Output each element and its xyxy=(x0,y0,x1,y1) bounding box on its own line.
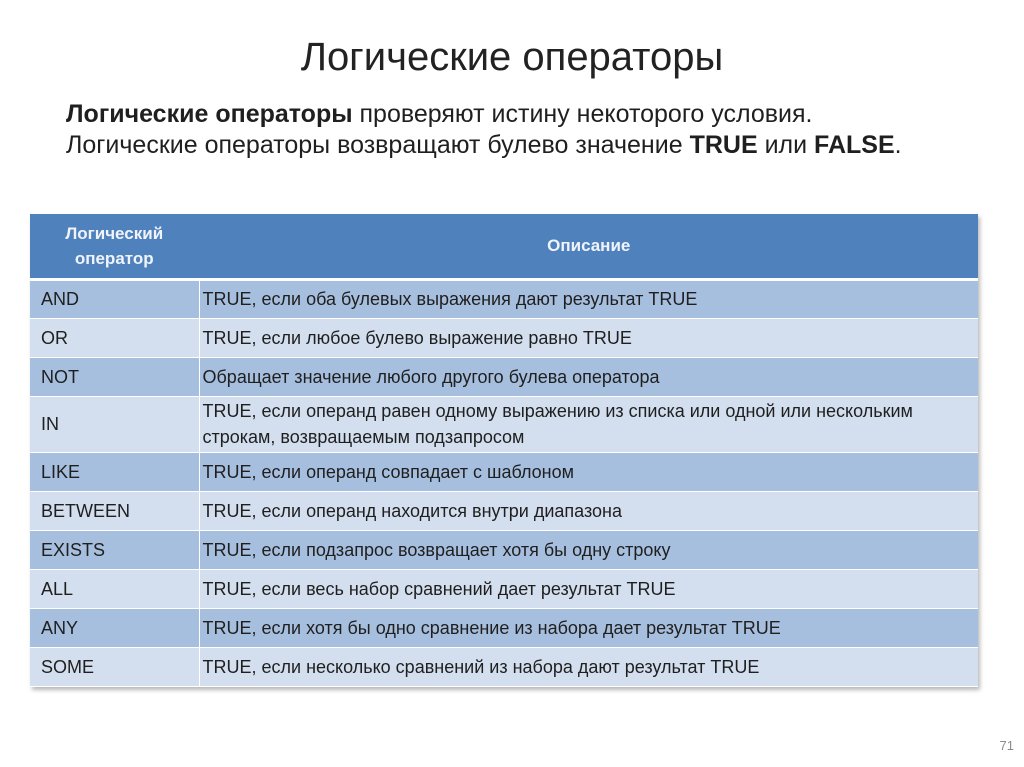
description-cell: TRUE, если операнд находится внутри диапазона xyxy=(199,491,978,530)
intro-true-word: TRUE xyxy=(689,131,758,159)
description-cell: TRUE, если хотя бы одно сравнение из набора дает результат TRUE xyxy=(199,608,978,647)
intro-bold-lead: Логические операторы xyxy=(66,100,353,128)
intro-false-word: FALSE xyxy=(814,131,895,159)
operator-cell: EXISTS xyxy=(30,530,199,569)
operator-cell: NOT xyxy=(30,357,199,396)
operator-cell: AND xyxy=(30,279,199,318)
operator-cell: OR xyxy=(30,318,199,357)
table-row xyxy=(30,491,978,530)
operator-cell: IN xyxy=(30,396,199,452)
table-row xyxy=(30,452,978,491)
slide-title: Логические операторы xyxy=(300,35,724,79)
table-row xyxy=(30,569,978,608)
description-cell: TRUE, если подзапрос возвращает хотя бы одну строку xyxy=(199,530,978,569)
intro-text: проверяют истину некоторого условия. Логические операторы возвращают булево значение xyxy=(66,100,813,159)
table-row xyxy=(30,647,978,686)
description-cell: TRUE, если весь набор сравнений дает результат TRUE xyxy=(199,569,978,608)
operator-cell: ALL xyxy=(30,569,199,608)
operator-cell: SOME xyxy=(30,647,199,686)
table-row xyxy=(30,608,978,647)
column-header-operator: Логический оператор xyxy=(30,214,199,279)
table-header-row xyxy=(30,214,978,279)
operator-cell: ANY xyxy=(30,608,199,647)
table-row xyxy=(30,530,978,569)
description-cell: Обращает значение любого другого булева оператора xyxy=(199,357,978,396)
table-row xyxy=(30,279,978,318)
description-cell: TRUE, если операнд совпадает с шаблоном xyxy=(199,452,978,491)
description-cell: TRUE, если операнд равен одному выражению из списка или одной или нескольким строкам, возвращаемым подзапросом xyxy=(199,396,978,452)
column-header-description: Описание xyxy=(199,214,978,279)
intro-paragraph xyxy=(66,99,946,161)
table-row xyxy=(30,318,978,357)
table-row xyxy=(30,396,978,452)
operator-cell: LIKE xyxy=(30,452,199,491)
intro-or-word: или xyxy=(757,131,815,159)
intro-end-punct: . xyxy=(894,131,902,159)
operators-table xyxy=(30,214,978,687)
description-cell: TRUE, если несколько сравнений из набора дают результат TRUE xyxy=(199,647,978,686)
table-row xyxy=(30,357,978,396)
description-cell: TRUE, если оба булевых выражения дают результат TRUE xyxy=(199,279,978,318)
operators-table-container xyxy=(30,214,978,687)
operator-cell: BETWEEN xyxy=(30,491,199,530)
description-cell: TRUE, если любое булево выражение равно TRUE xyxy=(199,318,978,357)
page-number: 71 xyxy=(999,738,1014,753)
